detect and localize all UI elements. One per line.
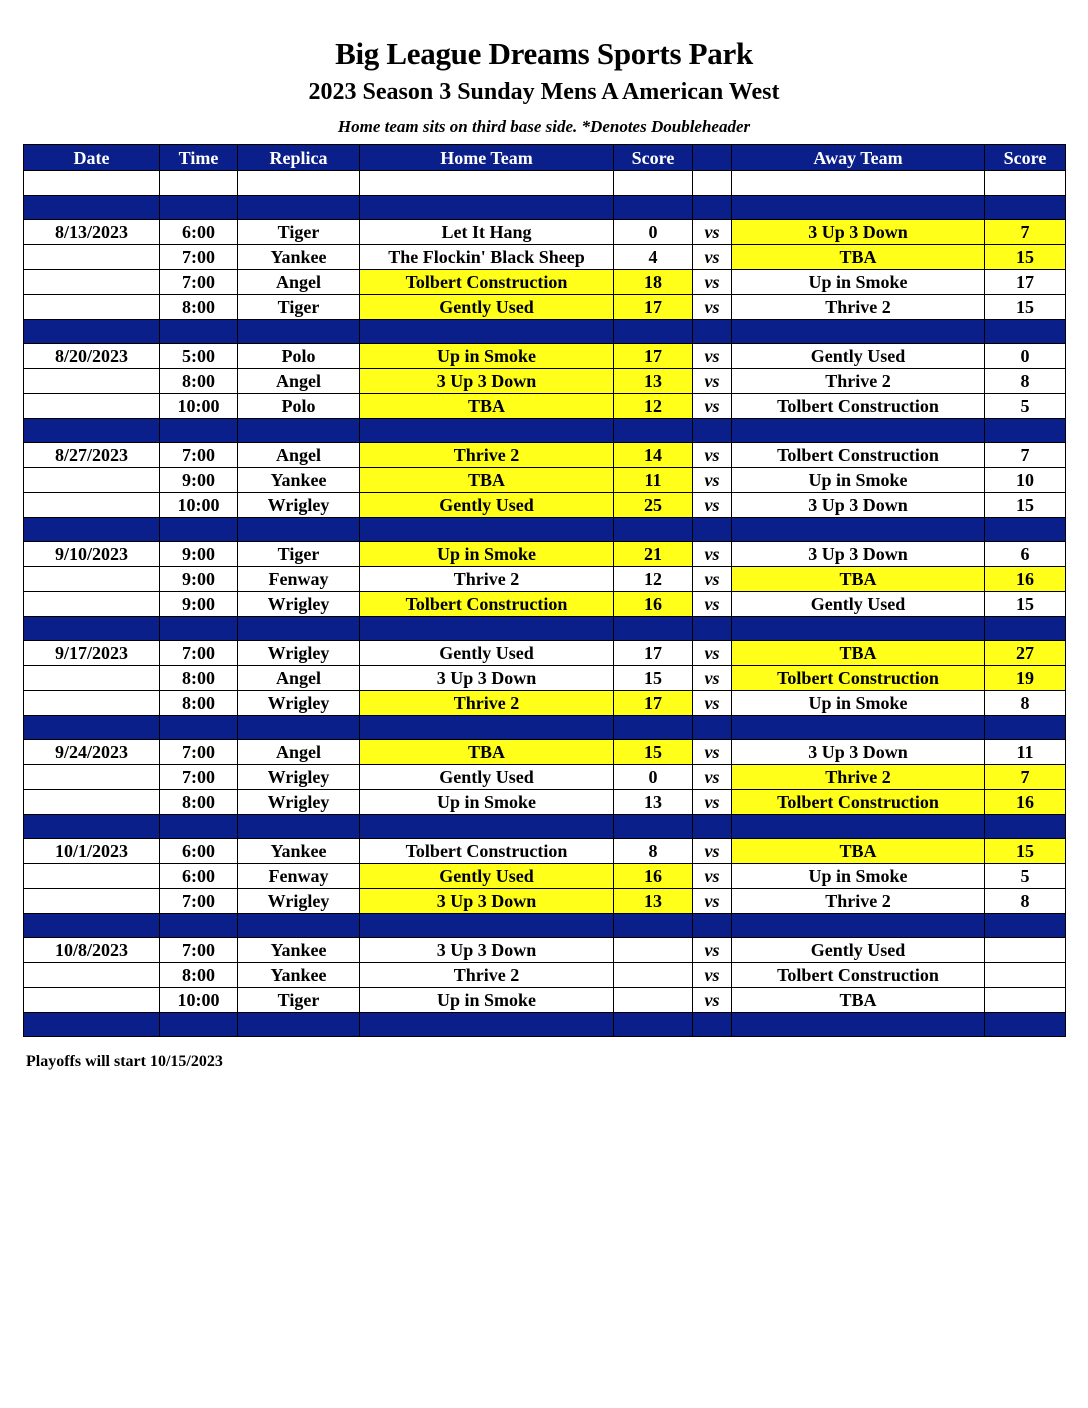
replica-cell: Fenway: [238, 864, 360, 889]
home-team-cell: Up in Smoke: [360, 790, 614, 815]
time-cell: 6:00: [160, 839, 238, 864]
time-cell: 5:00: [160, 344, 238, 369]
vs-cell: vs: [693, 542, 732, 567]
vs-cell: vs: [693, 270, 732, 295]
time-cell: 7:00: [160, 889, 238, 914]
home-score-cell: 17: [614, 295, 693, 320]
vs-cell: vs: [693, 963, 732, 988]
away-team-cell: Up in Smoke: [732, 270, 985, 295]
separator-row: [24, 716, 1066, 740]
away-score-cell: 11: [985, 740, 1066, 765]
away-team-cell: TBA: [732, 839, 985, 864]
schedule-table: [23, 144, 1066, 1037]
home-score-cell: 11: [614, 468, 693, 493]
time-cell: 10:00: [160, 988, 238, 1013]
away-score-cell: 27: [985, 641, 1066, 666]
away-team-cell: Tolbert Construction: [732, 443, 985, 468]
game-row: [24, 641, 1066, 666]
vs-cell: vs: [693, 468, 732, 493]
away-team-cell: Tolbert Construction: [732, 790, 985, 815]
date-cell: [24, 765, 160, 790]
game-row: [24, 443, 1066, 468]
vs-cell: vs: [693, 394, 732, 419]
game-row: [24, 666, 1066, 691]
replica-cell: Tiger: [238, 220, 360, 245]
game-row: [24, 963, 1066, 988]
date-cell: [24, 691, 160, 716]
replica-cell: Wrigley: [238, 790, 360, 815]
away-team-cell: 3 Up 3 Down: [732, 542, 985, 567]
home-team-cell: TBA: [360, 740, 614, 765]
away-score-cell: 17: [985, 270, 1066, 295]
game-row: [24, 295, 1066, 320]
col-date: Date: [24, 145, 160, 171]
time-cell: 8:00: [160, 295, 238, 320]
separator-row: [24, 914, 1066, 938]
date-cell: [24, 988, 160, 1013]
date-cell: 9/17/2023: [24, 641, 160, 666]
home-team-cell: Tolbert Construction: [360, 839, 614, 864]
away-team-cell: TBA: [732, 988, 985, 1013]
date-cell: 10/8/2023: [24, 938, 160, 963]
vs-cell: vs: [693, 369, 732, 394]
game-row: [24, 938, 1066, 963]
game-row: [24, 542, 1066, 567]
home-team-cell: TBA: [360, 394, 614, 419]
date-cell: 8/27/2023: [24, 443, 160, 468]
vs-cell: vs: [693, 567, 732, 592]
home-team-cell: TBA: [360, 468, 614, 493]
game-row: [24, 394, 1066, 419]
replica-cell: Tiger: [238, 295, 360, 320]
game-row: [24, 765, 1066, 790]
separator-row: [24, 815, 1066, 839]
home-score-cell: 25: [614, 493, 693, 518]
time-cell: 7:00: [160, 443, 238, 468]
date-cell: [24, 245, 160, 270]
time-cell: 7:00: [160, 938, 238, 963]
away-score-cell: [985, 988, 1066, 1013]
replica-cell: Wrigley: [238, 765, 360, 790]
away-score-cell: 15: [985, 592, 1066, 617]
vs-cell: vs: [693, 839, 732, 864]
home-team-cell: Thrive 2: [360, 963, 614, 988]
game-row: [24, 839, 1066, 864]
home-team-cell: 3 Up 3 Down: [360, 369, 614, 394]
game-row: [24, 220, 1066, 245]
home-score-cell: 4: [614, 245, 693, 270]
vs-cell: vs: [693, 220, 732, 245]
away-score-cell: 15: [985, 839, 1066, 864]
replica-cell: Wrigley: [238, 493, 360, 518]
replica-cell: Angel: [238, 369, 360, 394]
home-score-cell: 13: [614, 889, 693, 914]
time-cell: 9:00: [160, 592, 238, 617]
home-team-cell: Let It Hang: [360, 220, 614, 245]
replica-cell: Angel: [238, 666, 360, 691]
home-team-cell: Tolbert Construction: [360, 270, 614, 295]
away-team-cell: Up in Smoke: [732, 864, 985, 889]
away-team-cell: Gently Used: [732, 592, 985, 617]
game-row: [24, 468, 1066, 493]
home-score-cell: 12: [614, 394, 693, 419]
home-score-cell: [614, 938, 693, 963]
replica-cell: Angel: [238, 270, 360, 295]
away-score-cell: [985, 938, 1066, 963]
date-cell: [24, 666, 160, 691]
away-team-cell: Up in Smoke: [732, 691, 985, 716]
replica-cell: Tiger: [238, 542, 360, 567]
vs-cell: vs: [693, 295, 732, 320]
date-cell: 8/13/2023: [24, 220, 160, 245]
away-team-cell: 3 Up 3 Down: [732, 220, 985, 245]
vs-cell: vs: [693, 740, 732, 765]
home-team-cell: Thrive 2: [360, 567, 614, 592]
replica-cell: Yankee: [238, 245, 360, 270]
time-cell: 7:00: [160, 245, 238, 270]
away-score-cell: [985, 963, 1066, 988]
date-cell: [24, 295, 160, 320]
vs-cell: vs: [693, 790, 732, 815]
home-team-cell: Tolbert Construction: [360, 592, 614, 617]
replica-cell: Wrigley: [238, 691, 360, 716]
home-team-cell: Thrive 2: [360, 443, 614, 468]
date-cell: [24, 790, 160, 815]
date-cell: [24, 864, 160, 889]
away-score-cell: 15: [985, 295, 1066, 320]
vs-cell: vs: [693, 691, 732, 716]
home-score-cell: 15: [614, 740, 693, 765]
home-score-cell: 14: [614, 443, 693, 468]
home-score-cell: 8: [614, 839, 693, 864]
away-score-cell: 7: [985, 765, 1066, 790]
vs-cell: vs: [693, 889, 732, 914]
away-score-cell: 8: [985, 369, 1066, 394]
away-team-cell: TBA: [732, 641, 985, 666]
separator-row: [24, 419, 1066, 443]
away-team-cell: Thrive 2: [732, 765, 985, 790]
time-cell: 7:00: [160, 641, 238, 666]
home-score-cell: 16: [614, 592, 693, 617]
time-cell: 10:00: [160, 493, 238, 518]
away-score-cell: 5: [985, 394, 1066, 419]
time-cell: 7:00: [160, 270, 238, 295]
away-score-cell: 7: [985, 220, 1066, 245]
date-cell: [24, 889, 160, 914]
home-score-cell: 17: [614, 344, 693, 369]
away-team-cell: Up in Smoke: [732, 468, 985, 493]
game-row: [24, 988, 1066, 1013]
home-score-cell: [614, 963, 693, 988]
time-cell: 6:00: [160, 864, 238, 889]
away-score-cell: 8: [985, 691, 1066, 716]
time-cell: 10:00: [160, 394, 238, 419]
separator-row: [24, 196, 1066, 220]
time-cell: 9:00: [160, 468, 238, 493]
home-score-cell: 13: [614, 369, 693, 394]
date-cell: [24, 592, 160, 617]
date-cell: [24, 369, 160, 394]
date-cell: 8/20/2023: [24, 344, 160, 369]
home-score-cell: 17: [614, 641, 693, 666]
home-score-cell: 17: [614, 691, 693, 716]
game-row: [24, 344, 1066, 369]
time-cell: 7:00: [160, 740, 238, 765]
page-note: Home team sits on third base side. *Denotes Doubleheader: [337, 117, 751, 136]
table-header-row: [24, 145, 1066, 171]
game-row: [24, 567, 1066, 592]
date-cell: [24, 394, 160, 419]
separator-row: [24, 1013, 1066, 1037]
replica-cell: Wrigley: [238, 592, 360, 617]
home-score-cell: 13: [614, 790, 693, 815]
vs-cell: vs: [693, 344, 732, 369]
home-team-cell: Gently Used: [360, 765, 614, 790]
date-cell: [24, 963, 160, 988]
col-home-team: Home Team: [360, 145, 614, 171]
game-row: [24, 691, 1066, 716]
home-team-cell: Gently Used: [360, 864, 614, 889]
separator-row: [24, 617, 1066, 641]
date-cell: [24, 567, 160, 592]
game-row: [24, 864, 1066, 889]
vs-cell: vs: [693, 245, 732, 270]
replica-cell: Angel: [238, 443, 360, 468]
replica-cell: Yankee: [238, 468, 360, 493]
away-team-cell: Thrive 2: [732, 369, 985, 394]
away-score-cell: 15: [985, 493, 1066, 518]
away-score-cell: 6: [985, 542, 1066, 567]
game-row: [24, 270, 1066, 295]
separator-row: [24, 518, 1066, 542]
home-score-cell: 0: [614, 220, 693, 245]
away-score-cell: 15: [985, 245, 1066, 270]
home-score-cell: 12: [614, 567, 693, 592]
time-cell: 8:00: [160, 369, 238, 394]
away-team-cell: 3 Up 3 Down: [732, 493, 985, 518]
game-row: [24, 790, 1066, 815]
col-replica: Replica: [238, 145, 360, 171]
game-row: [24, 369, 1066, 394]
away-score-cell: 16: [985, 567, 1066, 592]
home-team-cell: 3 Up 3 Down: [360, 889, 614, 914]
home-score-cell: 21: [614, 542, 693, 567]
away-score-cell: 16: [985, 790, 1066, 815]
away-score-cell: 19: [985, 666, 1066, 691]
time-cell: 8:00: [160, 666, 238, 691]
away-score-cell: 7: [985, 443, 1066, 468]
home-score-cell: 16: [614, 864, 693, 889]
col-away-score: Score: [985, 145, 1066, 171]
replica-cell: Wrigley: [238, 641, 360, 666]
game-row: [24, 889, 1066, 914]
col-vs: [693, 145, 732, 171]
time-cell: 7:00: [160, 765, 238, 790]
date-cell: [24, 468, 160, 493]
away-team-cell: Tolbert Construction: [732, 666, 985, 691]
vs-cell: vs: [693, 493, 732, 518]
away-score-cell: 10: [985, 468, 1066, 493]
home-team-cell: 3 Up 3 Down: [360, 938, 614, 963]
page-title: Big League Dreams Sports Park: [335, 36, 753, 71]
home-team-cell: Up in Smoke: [360, 988, 614, 1013]
time-cell: 8:00: [160, 963, 238, 988]
vs-cell: vs: [693, 988, 732, 1013]
away-score-cell: 0: [985, 344, 1066, 369]
vs-cell: vs: [693, 443, 732, 468]
game-row: [24, 740, 1066, 765]
home-team-cell: Gently Used: [360, 493, 614, 518]
replica-cell: Polo: [238, 344, 360, 369]
col-time: Time: [160, 145, 238, 171]
replica-cell: Wrigley: [238, 889, 360, 914]
away-team-cell: Gently Used: [732, 344, 985, 369]
separator-row: [24, 320, 1066, 344]
vs-cell: vs: [693, 641, 732, 666]
away-team-cell: Gently Used: [732, 938, 985, 963]
replica-cell: Angel: [238, 740, 360, 765]
away-team-cell: TBA: [732, 567, 985, 592]
vs-cell: vs: [693, 765, 732, 790]
vs-cell: vs: [693, 938, 732, 963]
away-score-cell: 5: [985, 864, 1066, 889]
time-cell: 8:00: [160, 790, 238, 815]
playoffs-note: Playoffs will start 10/15/2023: [26, 1053, 223, 1070]
replica-cell: Fenway: [238, 567, 360, 592]
game-row: [24, 592, 1066, 617]
away-team-cell: Tolbert Construction: [732, 394, 985, 419]
vs-cell: vs: [693, 864, 732, 889]
date-cell: [24, 493, 160, 518]
home-team-cell: Thrive 2: [360, 691, 614, 716]
home-score-cell: 15: [614, 666, 693, 691]
home-team-cell: Up in Smoke: [360, 542, 614, 567]
away-team-cell: Thrive 2: [732, 295, 985, 320]
replica-cell: Polo: [238, 394, 360, 419]
away-score-cell: 8: [985, 889, 1066, 914]
home-team-cell: Gently Used: [360, 641, 614, 666]
home-score-cell: 0: [614, 765, 693, 790]
game-row: [24, 245, 1066, 270]
replica-cell: Yankee: [238, 963, 360, 988]
blank-row: [24, 171, 1066, 196]
away-team-cell: 3 Up 3 Down: [732, 740, 985, 765]
page-subtitle: 2023 Season 3 Sunday Mens A American West: [308, 79, 780, 105]
col-away-team: Away Team: [732, 145, 985, 171]
vs-cell: vs: [693, 666, 732, 691]
home-score-cell: 18: [614, 270, 693, 295]
time-cell: 6:00: [160, 220, 238, 245]
home-team-cell: The Flockin' Black Sheep: [360, 245, 614, 270]
home-team-cell: 3 Up 3 Down: [360, 666, 614, 691]
home-team-cell: Gently Used: [360, 295, 614, 320]
date-cell: 9/10/2023: [24, 542, 160, 567]
replica-cell: Yankee: [238, 839, 360, 864]
date-cell: 9/24/2023: [24, 740, 160, 765]
away-team-cell: TBA: [732, 245, 985, 270]
time-cell: 9:00: [160, 567, 238, 592]
time-cell: 8:00: [160, 691, 238, 716]
game-row: [24, 493, 1066, 518]
date-cell: [24, 270, 160, 295]
home-score-cell: [614, 988, 693, 1013]
vs-cell: vs: [693, 592, 732, 617]
replica-cell: Yankee: [238, 938, 360, 963]
time-cell: 9:00: [160, 542, 238, 567]
date-cell: 10/1/2023: [24, 839, 160, 864]
replica-cell: Tiger: [238, 988, 360, 1013]
col-home-score: Score: [614, 145, 693, 171]
away-team-cell: Thrive 2: [732, 889, 985, 914]
home-team-cell: Up in Smoke: [360, 344, 614, 369]
away-team-cell: Tolbert Construction: [732, 963, 985, 988]
